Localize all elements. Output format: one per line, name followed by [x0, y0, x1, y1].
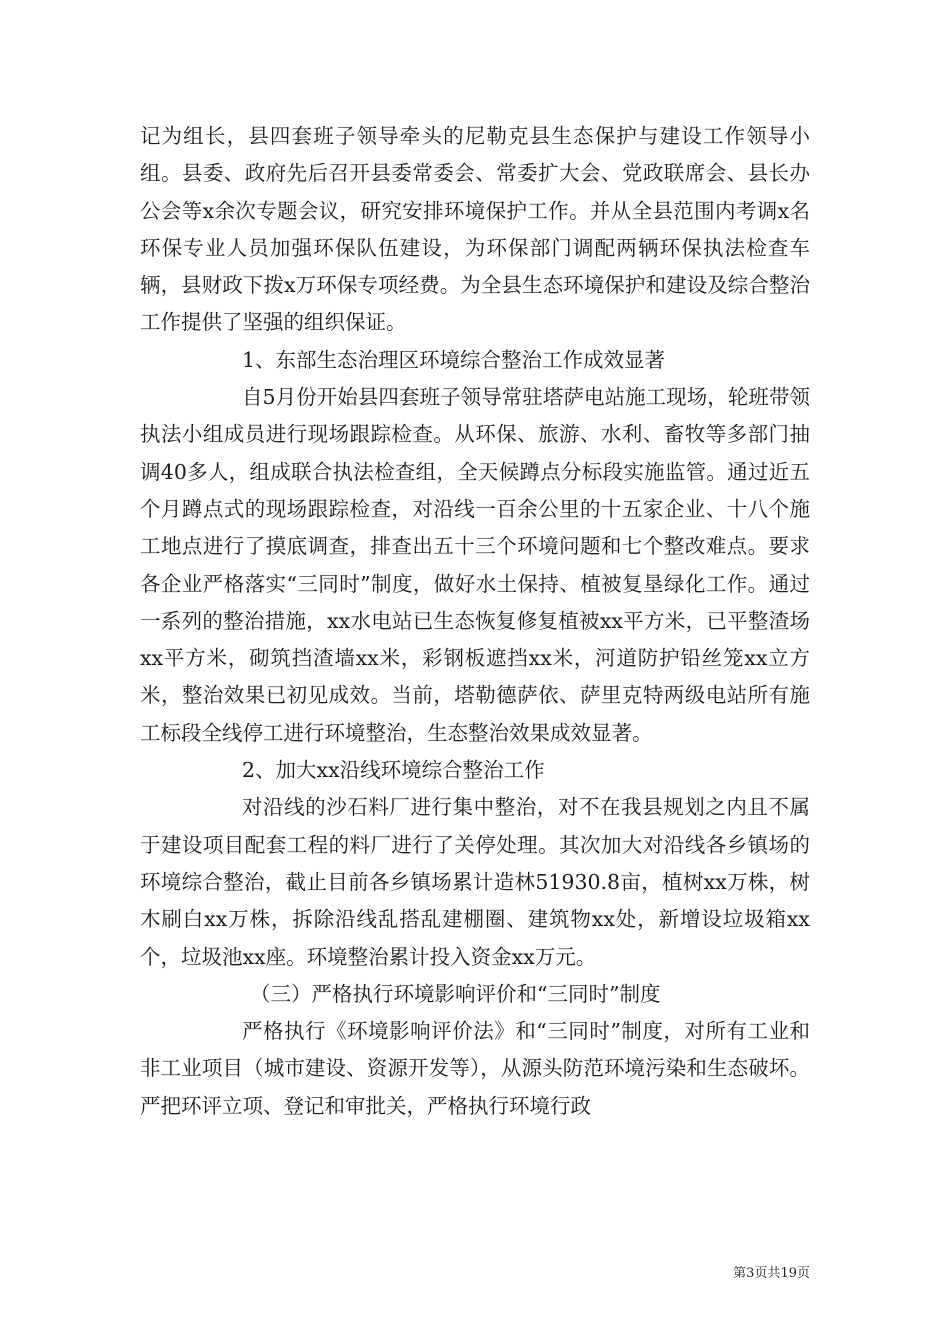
heading-roadside-remediation: 2、加大xx沿线环境综合整治工作 — [242, 758, 545, 783]
page-number: 第3页共19页 — [733, 1266, 810, 1281]
document-body — [140, 118, 810, 1125]
paragraph-east-zone-details: 自5月份开始县四套班子领导常驻塔萨电站施工现场，轮班带领执法小组成员进行现场跟踪检查。从环保、旅游、水利、畜牧等多部门抽调40多人，组成联合执法检查组，全天候蹲点分标段实施监管。通过近五个月蹲点式的现场跟踪检查，对沿线一百余公里的十五家企业、十八个施工地点进行了摸底调查，排查出五十三个环境问题和七个整改难点。要求各企业严格落实“三同时”制度，做好水土保持、植被复垦绿化工作。通过一系列的整治措施，xx水电站已生态恢复修复植被xx平方米，已平整渣场xx平方米，砌筑挡渣墙xx米，彩钢板遮挡xx米，河道防护铅丝笼xx立方米，整治效果已初见成效。当前，塔勒德萨依、萨里克特两级电站所有施工标段全线停工进行环境整治，生态整治效果成效显著。 — [140, 385, 810, 745]
heading-eia-three-simultaneous: （三）严格执行环境影响评价和“三同时”制度 — [250, 981, 661, 1006]
paragraph-eia-details: 严格执行《环境影响评价法》和“三同时”制度，对所有工业和非工业项目（城市建设、资源开发等），从源头防范环境污染和生态破坏。严把环评立项、登记和审批关，严格执行环境行政 — [140, 1019, 810, 1118]
paragraph-roadside-details: 对沿线的沙石料厂进行集中整治，对不在我县规划之内且不属于建设项目配套工程的料厂进行了关停处理。其次加大对沿线各乡镇场的环境综合整治，截止目前各乡镇场累计造林51930.8亩，植树xx万株，树木刷白xx万株，拆除沿线乱搭乱建棚圈、建筑物xx处，新增设垃圾箱xx个，垃圾池xx座。环境整治累计投入资金xx万元。 — [140, 795, 810, 969]
paragraph-leadership-group: 记为组长，县四套班子领导牵头的尼勒克县生态保护与建设工作领导小组。县委、政府先后召开县委常委会、常委扩大会、党政联席会、县长办公会等x余次专题会议，研究安排环境保护工作。并从全县范围内考调x名环保专业人员加强环保队伍建设，为环保部门调配两辆环保执法检查车辆，县财政下拨x万环保专项经费。为全县生态环境保护和建设及综合整治工作提供了坚强的组织保证。 — [140, 124, 810, 335]
heading-east-ecological-zone: 1、东部生态治理区环境综合整治工作成效显著 — [242, 347, 666, 372]
